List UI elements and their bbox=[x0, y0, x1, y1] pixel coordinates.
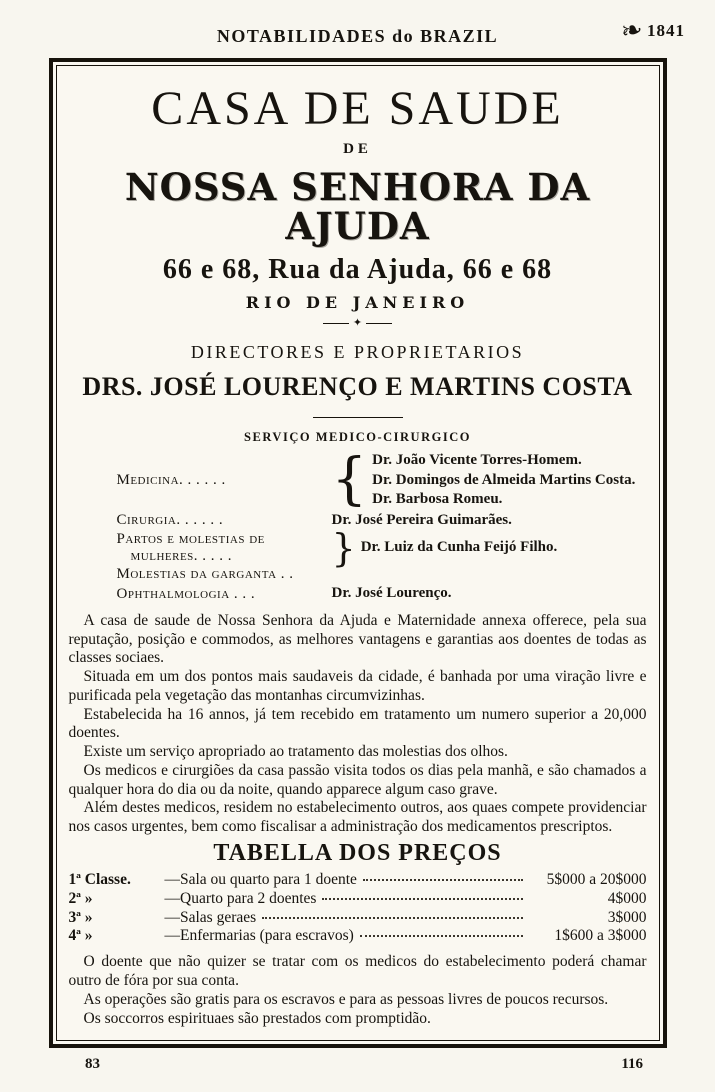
paragraph: As operações são gratis para os escravos e para as pessoas livres de poucos recursos. bbox=[83, 991, 609, 1009]
price-desc: —Quarto para 2 doentes bbox=[164, 889, 317, 907]
dot-leader bbox=[360, 935, 523, 937]
service-row-cirurgia bbox=[117, 511, 647, 531]
service-label: Medicina. . . . . . bbox=[116, 471, 226, 488]
price-class: 4ª » bbox=[68, 927, 93, 945]
price-row bbox=[69, 871, 647, 890]
service-doctors bbox=[332, 511, 512, 531]
price-desc: —Enfermarias (para escravos) bbox=[164, 927, 354, 945]
service-label-line1: Partos e molestias de bbox=[116, 531, 265, 548]
dot-leader bbox=[262, 917, 522, 919]
divider-glyph-icon: ✦ bbox=[352, 316, 363, 329]
street-address: 66 e 68, Rua da Ajuda, 66 e 68 bbox=[162, 254, 553, 286]
price-value: 3$000 bbox=[607, 908, 647, 926]
service-label: Cirurgia. . . . . . bbox=[116, 511, 224, 528]
page-footer bbox=[0, 1048, 715, 1073]
paragraph: Situada em um dos pontos mais saudaveis da cidade, é banhada por uma viração livre e purificada pela vegetação das montanhas circumvizinhas. bbox=[68, 668, 647, 704]
price-class: 1ª Classe. bbox=[68, 870, 131, 888]
service-doctors bbox=[361, 538, 558, 558]
service-label-line2: mulheres. . . . . bbox=[130, 548, 233, 565]
service-label: Molestias da garganta . . bbox=[116, 566, 294, 583]
dot-leader bbox=[363, 879, 523, 881]
masthead-ornament-icon: ❧ bbox=[618, 14, 646, 47]
doctor-name: Dr. Domingos de Almeida Martins Costa. bbox=[372, 471, 636, 488]
doctor-name: Dr. João Vicente Torres-Homem. bbox=[372, 452, 582, 469]
service-row-garganta bbox=[117, 566, 647, 583]
paragraph: Estabelecida ha 16 annos, já tem recebido em tratamento um numero superior a 20,000 doentes. bbox=[68, 705, 647, 742]
service-label: Ophthalmologia . . . bbox=[116, 585, 256, 602]
medical-service-list bbox=[116, 447, 647, 604]
price-class: 2ª » bbox=[68, 889, 93, 907]
masthead-right bbox=[618, 14, 685, 47]
service-row-medicina bbox=[116, 447, 647, 513]
short-rule bbox=[313, 417, 403, 418]
dot-leader bbox=[322, 898, 522, 900]
price-table bbox=[69, 871, 647, 947]
paragraph: Além destes medicos, residem no estabelecimento outros, aos quaes compete providenciar nos casos urgentes, bem como fiscalisar a administração dos medicamentos prescriptos. bbox=[68, 799, 647, 836]
paragraph: Existe um serviço apropriado ao tratamento das molestias dos olhos. bbox=[83, 743, 508, 761]
service-label bbox=[117, 531, 332, 565]
price-class: 3ª » bbox=[68, 908, 93, 926]
doctor-name: Dr. Barbosa Romeu. bbox=[372, 491, 503, 508]
footer-page-number-left: 83 bbox=[85, 1056, 100, 1072]
closing-section bbox=[69, 953, 647, 1029]
paragraph: Os soccorros espirituaes são prestados com promptidão. bbox=[83, 1010, 431, 1028]
doctor-name: Dr. Luiz da Cunha Feijó Filho. bbox=[360, 539, 558, 556]
service-doctors bbox=[372, 451, 635, 510]
service-row-partos bbox=[116, 526, 647, 571]
directors-names: DRS. JOSÉ LOURENÇO E MARTINS COSTA bbox=[82, 372, 633, 402]
divider-bar-right bbox=[366, 323, 392, 324]
advert-frame bbox=[49, 58, 667, 1048]
directors-heading: DIRECTORES E PROPRIETARIOS bbox=[190, 342, 525, 363]
service-heading: SERVIÇO MEDICO-CIRURGICO bbox=[244, 430, 471, 445]
city-name: RIO DE JANEIRO bbox=[245, 293, 470, 313]
divider-ornament bbox=[69, 317, 647, 329]
price-row bbox=[69, 927, 647, 946]
masthead-year: 1841 bbox=[647, 21, 685, 40]
masthead-title: NOTABILIDADES do BRAZIL bbox=[216, 26, 499, 46]
price-value: 4$000 bbox=[607, 889, 647, 907]
institution-name: NOSSA SENHORA DA AJUDA bbox=[124, 165, 591, 249]
doctor-name: Dr. José Lourenço. bbox=[331, 585, 452, 602]
description-section bbox=[69, 612, 647, 837]
doctor-name: Dr. José Pereira Guimarães. bbox=[331, 511, 512, 528]
brace-close-icon: } bbox=[331, 526, 356, 571]
price-desc: —Salas geraes bbox=[164, 908, 257, 926]
advert-frame-inner bbox=[56, 65, 660, 1041]
paragraph: Os medicos e cirurgiões da casa passão visita todos os dias pela manhã, e são chamados a qualquer hora do dia ou da noite, quando apparece algum caso grave. bbox=[68, 761, 647, 798]
advert-title: CASA DE SAUDE bbox=[151, 82, 564, 135]
brace-open-icon: { bbox=[331, 447, 368, 513]
paragraph: A casa de saude de Nossa Senhora da Ajuda e Maternidade annexa offerece, pela sua reputação, posição e commodos, as melhores vantagens e garantias aos doentes de todas as classes sociaes. bbox=[68, 611, 647, 667]
advert-subtitle-de: DE bbox=[343, 141, 372, 158]
price-desc: —Sala ou quarto para 1 doente bbox=[164, 870, 357, 888]
price-value: 1$600 a 3$000 bbox=[554, 927, 647, 945]
price-row bbox=[69, 909, 647, 928]
divider-bar-left bbox=[323, 323, 349, 324]
price-row bbox=[69, 890, 647, 909]
masthead bbox=[0, 0, 715, 52]
price-table-title: TABELLA DOS PREÇOS bbox=[213, 839, 502, 866]
price-value: 5$000 a 20$000 bbox=[546, 870, 647, 888]
footer-page-number-right: 116 bbox=[621, 1056, 643, 1072]
service-doctors bbox=[332, 584, 452, 604]
paragraph: O doente que não quizer se tratar com os medicos do estabelecimento poderá chamar outro de fóra por sua conta. bbox=[68, 953, 647, 990]
service-row-ophthalmologia bbox=[117, 584, 647, 604]
